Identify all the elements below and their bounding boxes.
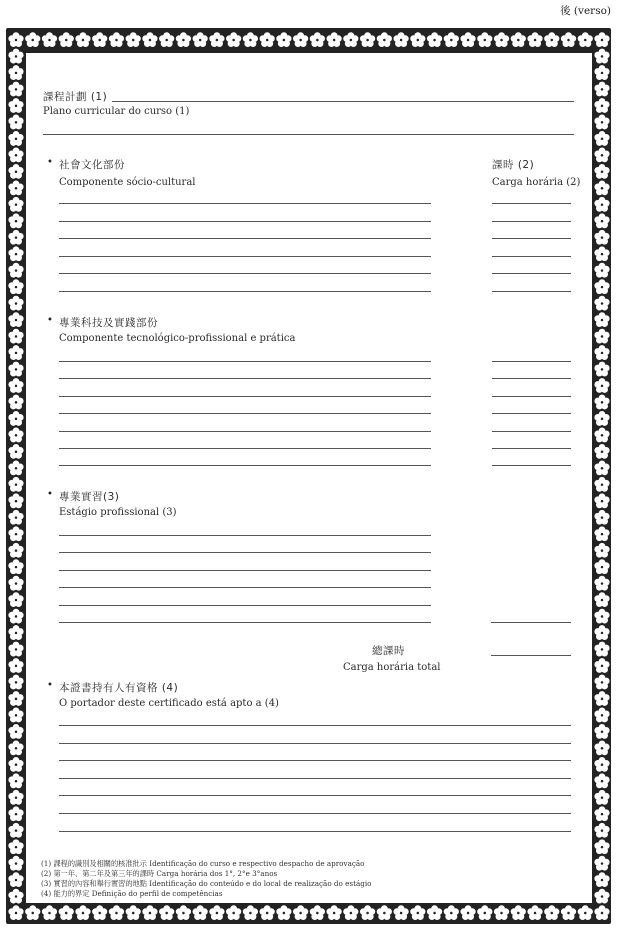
flower-icon	[594, 115, 609, 130]
tech-rule	[59, 378, 431, 379]
flower-icon	[527, 905, 542, 920]
apto-rule	[59, 743, 571, 744]
flower-icon	[594, 82, 609, 97]
flower-icon	[393, 32, 408, 47]
flower-icon	[594, 131, 609, 146]
bullet-tech: •	[47, 315, 53, 326]
flower-icon	[343, 32, 358, 47]
flower-icon	[8, 642, 23, 657]
flower-icon	[8, 230, 23, 245]
flower-icon	[544, 905, 559, 920]
hours-title-pt: Carga horária (2)	[492, 177, 581, 188]
flower-icon	[594, 428, 609, 443]
flower-icon	[8, 740, 23, 755]
flower-icon	[8, 180, 23, 195]
flower-icon	[594, 197, 609, 212]
flower-icon	[594, 460, 609, 475]
flower-icon	[594, 872, 609, 887]
flower-icon	[511, 905, 526, 920]
tech-rule	[59, 413, 431, 414]
flower-icon	[142, 905, 157, 920]
footnote-1-pt: Identificação do curso e respectivo despacho de aprovação	[149, 859, 365, 868]
flower-icon	[8, 213, 23, 228]
flower-icon	[460, 32, 475, 47]
bullet-estagio: •	[47, 489, 53, 500]
flower-icon	[594, 609, 609, 624]
flower-icon	[594, 773, 609, 788]
flower-icon	[594, 790, 609, 805]
flower-icon	[594, 691, 609, 706]
footnote-2	[41, 869, 277, 879]
flower-icon	[594, 65, 609, 80]
flower-icon	[8, 32, 23, 47]
flower-icon	[8, 329, 23, 344]
flower-icon	[594, 263, 609, 278]
footnote-1	[41, 859, 365, 869]
flower-icon	[8, 724, 23, 739]
flower-icon	[8, 493, 23, 508]
flower-icon	[310, 905, 325, 920]
flower-icon	[594, 543, 609, 558]
flower-icon	[8, 411, 23, 426]
total-title-pt: Carga horária total	[343, 662, 441, 673]
hours-title-zh: 課時 (2)	[492, 159, 535, 171]
flower-icon	[8, 543, 23, 558]
flower-icon	[594, 576, 609, 591]
apto-rule	[59, 831, 571, 832]
flower-icon	[8, 296, 23, 311]
flower-icon	[594, 345, 609, 360]
estagio-rule	[59, 552, 431, 553]
flower-icon	[578, 32, 593, 47]
flower-icon	[176, 905, 191, 920]
apto-rule	[59, 778, 571, 779]
total-line	[491, 655, 571, 656]
flower-icon	[92, 32, 107, 47]
socio-rule	[59, 238, 431, 239]
flower-icon	[8, 49, 23, 64]
flower-icon	[8, 757, 23, 772]
flower-icon	[594, 98, 609, 113]
flower-icon	[176, 32, 191, 47]
flower-icon	[8, 65, 23, 80]
flower-icon	[8, 823, 23, 838]
flower-icon	[360, 905, 375, 920]
socio-rule	[59, 203, 431, 204]
flower-icon	[594, 510, 609, 525]
footnote-3-pt: Identificação do conteúdo e do local de realização do estágio	[149, 879, 372, 888]
estagio-title-zh: 專業實習(3)	[59, 491, 120, 503]
flower-icon	[594, 675, 609, 690]
socio-rule	[492, 238, 571, 239]
footnote-1-num: (1)	[41, 859, 52, 868]
estagio-rule	[59, 535, 431, 536]
flower-icon	[444, 32, 459, 47]
flower-icon	[8, 115, 23, 130]
footnote-2-pt: Carga horária dos 1°, 2°e 3°anos	[156, 869, 278, 878]
flower-icon	[460, 905, 475, 920]
flower-icon	[377, 905, 392, 920]
flower-icon	[594, 395, 609, 410]
flower-icon	[8, 576, 23, 591]
flower-icon	[8, 148, 23, 163]
flower-icon	[594, 856, 609, 871]
flower-icon	[159, 32, 174, 47]
flower-icon	[126, 905, 141, 920]
flower-icon	[594, 444, 609, 459]
flower-icon	[8, 856, 23, 871]
tech-rule	[59, 448, 431, 449]
flower-icon	[594, 493, 609, 508]
flower-icon	[410, 32, 425, 47]
flower-icon	[578, 905, 593, 920]
tech-rule	[59, 431, 431, 432]
flower-icon	[8, 592, 23, 607]
flower-icon	[8, 312, 23, 327]
flower-icon	[8, 675, 23, 690]
tech-rule	[492, 361, 571, 362]
flower-icon	[594, 592, 609, 607]
tech-rule	[492, 431, 571, 432]
flower-icon	[561, 32, 576, 47]
footnote-1-zh: 課程的識別及相關的核准批示	[53, 859, 147, 868]
flower-icon	[594, 839, 609, 854]
estagio-rule	[59, 622, 431, 623]
flower-icon	[8, 559, 23, 574]
tech-rule	[59, 361, 431, 362]
flower-icon	[8, 82, 23, 97]
flower-icon	[109, 32, 124, 47]
footnote-4	[41, 889, 223, 899]
socio-rule	[59, 256, 431, 257]
flower-icon	[477, 32, 492, 47]
flower-icon	[260, 905, 275, 920]
flower-icon	[209, 32, 224, 47]
flower-icon	[8, 839, 23, 854]
flower-icon	[594, 312, 609, 327]
footnote-3-num: (3)	[41, 879, 52, 888]
plan-line-2	[43, 134, 574, 135]
flower-icon	[594, 362, 609, 377]
socio-title-pt: Componente sócio-cultural	[59, 177, 196, 188]
plan-title-pt: Plano curricular do curso (1)	[43, 106, 190, 117]
socio-rule	[59, 291, 431, 292]
flower-icon	[561, 905, 576, 920]
apto-rule	[59, 795, 571, 796]
flower-icon	[8, 98, 23, 113]
flower-icon	[594, 740, 609, 755]
socio-rule	[492, 291, 571, 292]
socio-rule	[492, 273, 571, 274]
flower-icon	[193, 905, 208, 920]
footnote-4-zh: 能力的界定	[53, 889, 90, 898]
flower-icon	[243, 905, 258, 920]
flower-icon	[243, 32, 258, 47]
flower-icon	[8, 460, 23, 475]
flower-icon	[8, 345, 23, 360]
flower-icon	[8, 658, 23, 673]
footnote-2-zh: 第一年、第二年及第三年的課時	[53, 869, 155, 878]
estagio-rule	[59, 587, 431, 588]
flower-icon	[226, 32, 241, 47]
socio-rule	[492, 221, 571, 222]
tech-title-zh: 專業科技及實踐部份	[59, 317, 158, 329]
tech-rule	[492, 448, 571, 449]
flower-icon	[594, 49, 609, 64]
flower-icon	[8, 526, 23, 541]
flower-icon	[594, 625, 609, 640]
flower-icon	[594, 279, 609, 294]
flower-icon	[8, 378, 23, 393]
flower-icon	[8, 477, 23, 492]
footnote-2-num: (2)	[41, 869, 52, 878]
flower-icon	[142, 32, 157, 47]
flower-icon	[594, 230, 609, 245]
flower-icon	[25, 32, 40, 47]
flower-icon	[8, 708, 23, 723]
flower-icon	[594, 180, 609, 195]
socio-rule	[59, 221, 431, 222]
apto-rule	[59, 725, 571, 726]
flower-icon	[8, 246, 23, 261]
plan-title-zh: 課程計劃 (1)	[43, 91, 108, 103]
flower-icon	[193, 32, 208, 47]
flower-icon	[42, 32, 57, 47]
apto-title-pt: O portador deste certificado está apto a (4)	[59, 698, 279, 709]
flower-icon	[594, 329, 609, 344]
flower-icon	[8, 362, 23, 377]
flower-icon	[8, 806, 23, 821]
total-title-zh: 總課時	[372, 645, 405, 657]
estagio-hours-rule	[491, 622, 571, 623]
flower-icon	[594, 806, 609, 821]
flower-icon	[594, 164, 609, 179]
estagio-rule	[59, 605, 431, 606]
flower-icon	[327, 905, 342, 920]
flower-icon	[8, 279, 23, 294]
flower-icon	[594, 823, 609, 838]
flower-icon	[377, 32, 392, 47]
flower-icon	[59, 32, 74, 47]
flower-icon	[8, 428, 23, 443]
flower-icon	[59, 905, 74, 920]
flower-icon	[310, 32, 325, 47]
flower-icon	[8, 905, 23, 920]
flower-icon	[75, 32, 90, 47]
flower-icon	[393, 905, 408, 920]
flower-icon	[527, 32, 542, 47]
flower-icon	[276, 905, 291, 920]
plan-line-1	[112, 101, 574, 102]
flower-icon	[511, 32, 526, 47]
flower-icon	[8, 691, 23, 706]
socio-title-zh: 社會文化部份	[59, 159, 125, 171]
flower-icon	[293, 32, 308, 47]
footnote-4-pt: Definição do perfil de competências	[91, 889, 223, 898]
flower-icon	[260, 32, 275, 47]
apto-title-zh: 本證書持有人有資格 (4)	[59, 682, 179, 694]
flower-icon	[594, 246, 609, 261]
flower-icon	[343, 905, 358, 920]
flower-icon	[594, 708, 609, 723]
tech-rule	[59, 465, 431, 466]
flower-icon	[226, 905, 241, 920]
bullet-socio: •	[47, 157, 53, 168]
flower-icon	[427, 905, 442, 920]
flower-icon	[8, 131, 23, 146]
flower-icon	[8, 609, 23, 624]
estagio-title-pt: Estágio profissional (3)	[59, 507, 177, 518]
flower-icon	[8, 872, 23, 887]
flower-icon	[594, 724, 609, 739]
flower-icon	[126, 32, 141, 47]
flower-icon	[42, 905, 57, 920]
flower-icon	[594, 378, 609, 393]
flower-icon	[75, 905, 90, 920]
flower-icon	[8, 395, 23, 410]
footnote-3	[41, 879, 371, 889]
estagio-rule	[59, 570, 431, 571]
tech-rule	[59, 396, 431, 397]
footnote-3-zh: 實習的內容和舉行實習的地點	[53, 879, 147, 888]
flower-icon	[360, 32, 375, 47]
flower-icon	[594, 757, 609, 772]
tech-rule	[492, 413, 571, 414]
tech-title-pt: Componente tecnológico-profissional e prática	[59, 333, 296, 344]
flower-icon	[444, 905, 459, 920]
bullet-apto: •	[47, 680, 53, 691]
flower-icon	[293, 905, 308, 920]
footnote-4-num: (4)	[41, 889, 52, 898]
flower-icon	[8, 263, 23, 278]
flower-icon	[8, 773, 23, 788]
flower-icon	[8, 790, 23, 805]
flower-icon	[594, 658, 609, 673]
flower-icon	[327, 32, 342, 47]
flower-icon	[8, 164, 23, 179]
flower-icon	[494, 32, 509, 47]
flower-icon	[8, 510, 23, 525]
flower-icon	[8, 889, 23, 904]
flower-icon	[427, 32, 442, 47]
flower-icon	[594, 477, 609, 492]
verso-label: 後 (verso)	[560, 5, 611, 17]
flower-icon	[159, 905, 174, 920]
flower-icon	[209, 905, 224, 920]
flower-icon	[594, 905, 609, 920]
tech-rule	[492, 396, 571, 397]
flower-icon	[594, 296, 609, 311]
flower-icon	[594, 889, 609, 904]
flower-icon	[8, 197, 23, 212]
flower-icon	[8, 625, 23, 640]
flower-icon	[594, 32, 609, 47]
apto-rule	[59, 760, 571, 761]
flower-icon	[8, 444, 23, 459]
flower-icon	[544, 32, 559, 47]
flower-icon	[594, 148, 609, 163]
flower-icon	[410, 905, 425, 920]
tech-rule	[492, 378, 571, 379]
flower-icon	[594, 642, 609, 657]
socio-rule	[59, 273, 431, 274]
socio-rule	[492, 203, 571, 204]
flower-icon	[276, 32, 291, 47]
flower-icon	[109, 905, 124, 920]
apto-rule	[59, 813, 571, 814]
flower-icon	[594, 559, 609, 574]
flower-icon	[594, 411, 609, 426]
flower-icon	[92, 905, 107, 920]
flower-icon	[594, 213, 609, 228]
flower-icon	[594, 526, 609, 541]
tech-rule	[492, 465, 571, 466]
flower-icon	[494, 905, 509, 920]
socio-rule	[492, 256, 571, 257]
flower-icon	[25, 905, 40, 920]
flower-icon	[477, 905, 492, 920]
